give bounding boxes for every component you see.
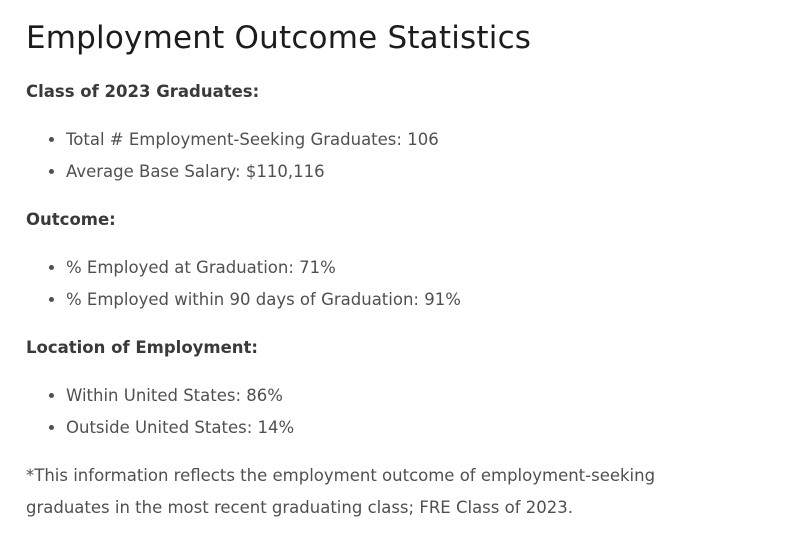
footnote-line-1: *This information reflects the employment outcome of employment-seeking [26, 466, 656, 485]
class-of-2023-list [26, 124, 766, 188]
list-item-average-salary: • Average Base Salary: $110,116 [66, 156, 766, 188]
section-heading-location: Location of Employment: [26, 338, 259, 357]
list-item-employed-at-graduation: • % Employed at Graduation: 71% [66, 252, 766, 284]
main-content [26, 18, 766, 524]
list-item-within-us: • Within United States: 86% [66, 380, 766, 412]
section-heading-outcome: Outcome: [26, 210, 116, 229]
section-heading-class-of-2023: Class of 2023 Graduates: [26, 82, 260, 101]
location-list [26, 380, 766, 444]
list-item-total-graduates: • Total # Employment-Seeking Graduates: 106 [66, 124, 766, 156]
list-item-outside-us: • Outside United States: 14% [66, 412, 766, 444]
outcome-list [26, 252, 766, 316]
page-title: Employment Outcome Statistics [26, 20, 532, 56]
footnote [26, 460, 766, 524]
footnote-line-2: graduates in the most recent graduating class; FRE Class of 2023. [26, 498, 573, 517]
list-item-employed-within-90-days: • % Employed within 90 days of Graduation: 91% [66, 284, 766, 316]
